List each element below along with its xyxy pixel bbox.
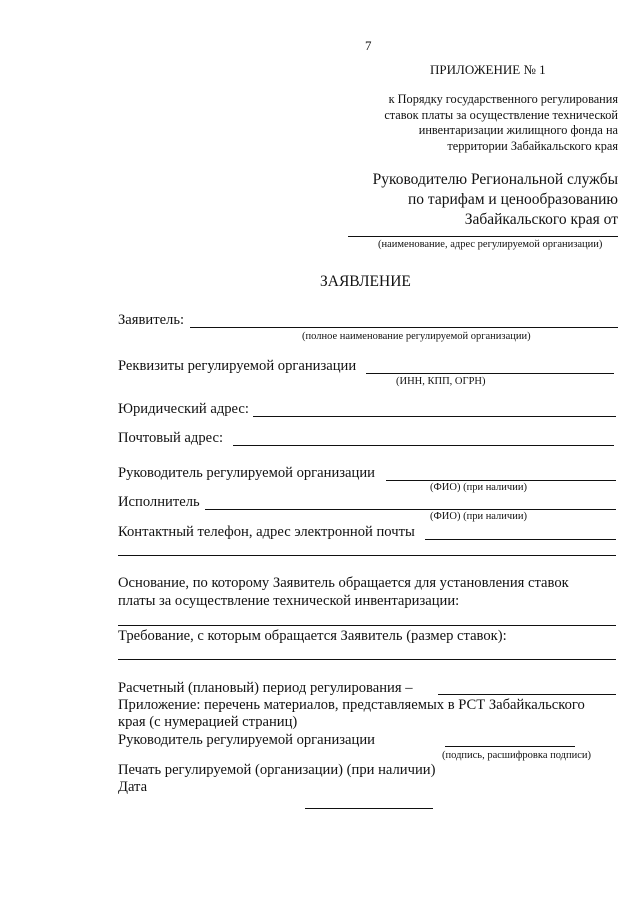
requisites-hint: (ИНН, КПП, ОГРН) [396, 376, 486, 387]
basis-line-1: Основание, по которому Заявитель обращается для установления ставок [118, 575, 569, 591]
recipient-hint: (наименование, адрес регулируемой организации) [378, 239, 603, 250]
requirement-label: Требование, с которым обращается Заявитель (размер ставок): [118, 628, 507, 644]
executor-hint: (ФИО) (при наличии) [430, 511, 527, 522]
recipient-line-1: Руководителю Региональной службы [372, 171, 618, 188]
signature-head-label: Руководитель регулируемой организации [118, 732, 375, 748]
seal-label: Печать регулируемой (организации) (при наличии) [118, 762, 436, 778]
attachment-line-1: Приложение: перечень материалов, представляемых в РСТ Забайкальского [118, 697, 585, 713]
basis-line-2: платы за осуществление технической инвентаризации: [118, 593, 460, 609]
applicant-hint: (полное наименование регулируемой организации) [302, 331, 531, 342]
appendix-title: ПРИЛОЖЕНИЕ № 1 [430, 62, 546, 77]
requisites-field[interactable] [366, 373, 614, 374]
head-field[interactable] [386, 480, 616, 481]
page-number: 7 [365, 38, 372, 53]
recipient-underline[interactable] [348, 236, 618, 237]
attachment-line-2: края (с нумерацией страниц) [118, 714, 298, 730]
legal-address-label: Юридический адрес: [118, 401, 249, 417]
head-hint: (ФИО) (при наличии) [430, 482, 527, 493]
date-field[interactable] [305, 808, 433, 809]
legal-address-field[interactable] [253, 416, 616, 417]
contacts-label: Контактный телефон, адрес электронной почты [118, 524, 415, 540]
date-label: Дата [118, 779, 148, 795]
requirement-field[interactable] [118, 659, 616, 660]
contacts-field[interactable] [425, 539, 616, 540]
head-label: Руководитель регулируемой организации [118, 465, 375, 481]
recipient-line-3: Забайкальского края от [464, 211, 618, 228]
executor-label: Исполнитель [118, 494, 200, 510]
signature-hint: (подпись, расшифровка подписи) [442, 750, 592, 761]
recipient-line-2: по тарифам и ценообразованию [407, 191, 618, 208]
appendix-description: к Порядку государственного регулирования ставок платы за осуществление технической инвентаризации жилищного фонда на территории Забайкальского края [384, 92, 618, 153]
period-label: Расчетный (плановый) период регулирования – [118, 680, 413, 696]
contacts-field-line-2[interactable] [118, 555, 616, 556]
document-title: ЗАЯВЛЕНИЕ [320, 273, 411, 290]
applicant-field[interactable] [190, 327, 618, 328]
period-field[interactable] [438, 694, 616, 695]
recipient-block [318, 170, 618, 230]
applicant-label: Заявитель: [118, 312, 185, 328]
requisites-label: Реквизиты регулируемой организации [118, 358, 357, 374]
signature-field[interactable] [445, 746, 575, 747]
postal-address-field[interactable] [233, 445, 614, 446]
postal-address-label: Почтовый адрес: [118, 430, 224, 446]
basis-field[interactable] [118, 625, 616, 626]
executor-field[interactable] [205, 509, 616, 510]
